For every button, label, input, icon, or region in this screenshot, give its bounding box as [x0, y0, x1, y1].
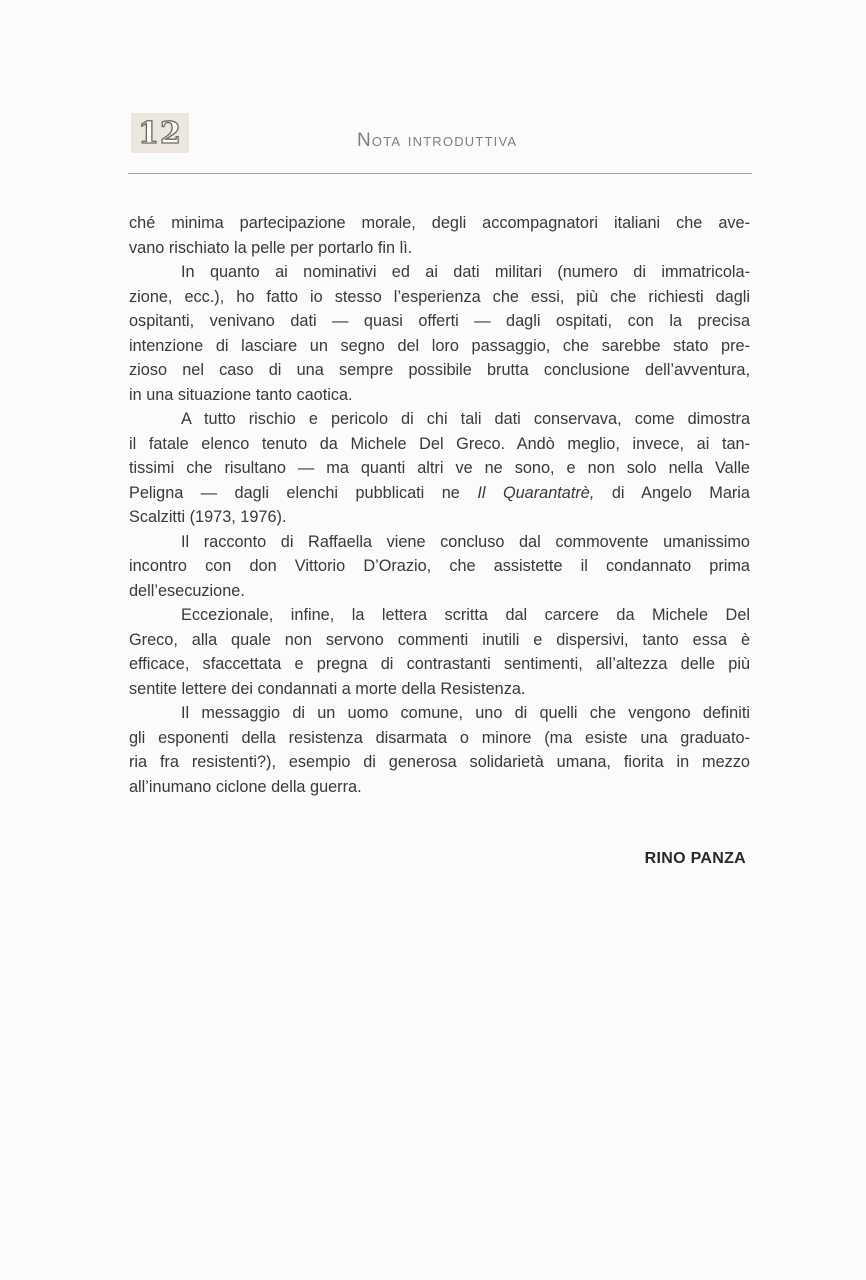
text-line: ché minima partecipazione morale, degli accompagnatori italiani che ave-	[129, 214, 750, 232]
body-text	[129, 211, 750, 799]
running-head-title: Nota introduttiva	[357, 130, 518, 151]
text-line: ospitanti, venivano dati — quasi offerti — dagli ospitati, con la precisa	[129, 312, 750, 330]
author-signature: RINO PANZA	[644, 850, 746, 867]
text-line: tissimi che risultano — ma quanti altri ve ne sono, e non solo nella Valle	[129, 459, 750, 477]
text-line: zione, ecc.), ho fatto io stesso l’esperienza che essi, più che richiesti dagli	[129, 287, 750, 306]
text-line: vano rischiato la pelle per portarlo fin lì.	[129, 238, 413, 257]
paragraph-first-line: Eccezionale, infine, la lettera scritta dal carcere da Michele Del	[181, 606, 750, 624]
text-line: incontro con don Vittorio D’Orazio, che assistette il condannato prima	[129, 557, 750, 575]
paragraph-first-line: Il messaggio di un uomo comune, uno di quelli che vengono definiti	[181, 704, 750, 722]
text-line: dell’esecuzione.	[129, 581, 245, 600]
header-rule	[128, 173, 752, 174]
paragraph-first-line: A tutto rischio e pericolo di chi tali dati conservava, come dimostra	[181, 410, 750, 428]
text-line: Scalzitti (1973, 1976).	[129, 508, 287, 526]
text-line: efficace, sfaccettata e pregna di contrastanti sentimenti, all’altezza delle più	[129, 655, 750, 673]
paragraph-first-line: In quanto ai nominativi ed ai dati militari (numero di immatricola-	[181, 263, 750, 281]
text-line: il fatale elenco tenuto da Michele Del Greco. Andò meglio, invece, ai tan-	[129, 434, 750, 453]
book-title: Il Quarantatrè,	[477, 483, 595, 502]
text-line: zioso nel caso di una sempre possibile brutta conclusione dell’avventura,	[129, 361, 750, 379]
text-line: all’inumano ciclone della guerra.	[129, 777, 362, 796]
text-line-with-title	[129, 481, 750, 506]
page-number: 12	[131, 113, 189, 153]
text-line: Greco, alla quale non servono commenti inutili e dispersivi, tanto essa è	[129, 630, 750, 649]
text-line: ria fra resistenti?), esempio di generosa solidarietà umana, fiorita in mezzo	[129, 753, 750, 771]
text-line: in una situazione tanto caotica.	[129, 385, 353, 404]
text-line: gli esponenti della resistenza disarmata o minore (ma esiste una graduato-	[129, 728, 750, 747]
text-fragment: Peligna — dagli elenchi pubblicati ne	[129, 483, 478, 502]
text-line: sentite lettere dei condannati a morte della Resistenza.	[129, 679, 526, 698]
text-line: intenzione di lasciare un segno del loro passaggio, che sarebbe stato pre-	[129, 336, 750, 355]
paragraph-first-line: Il racconto di Raffaella viene concluso dal commovente umanissimo	[181, 532, 750, 551]
text-fragment: di Angelo Maria	[594, 483, 750, 502]
